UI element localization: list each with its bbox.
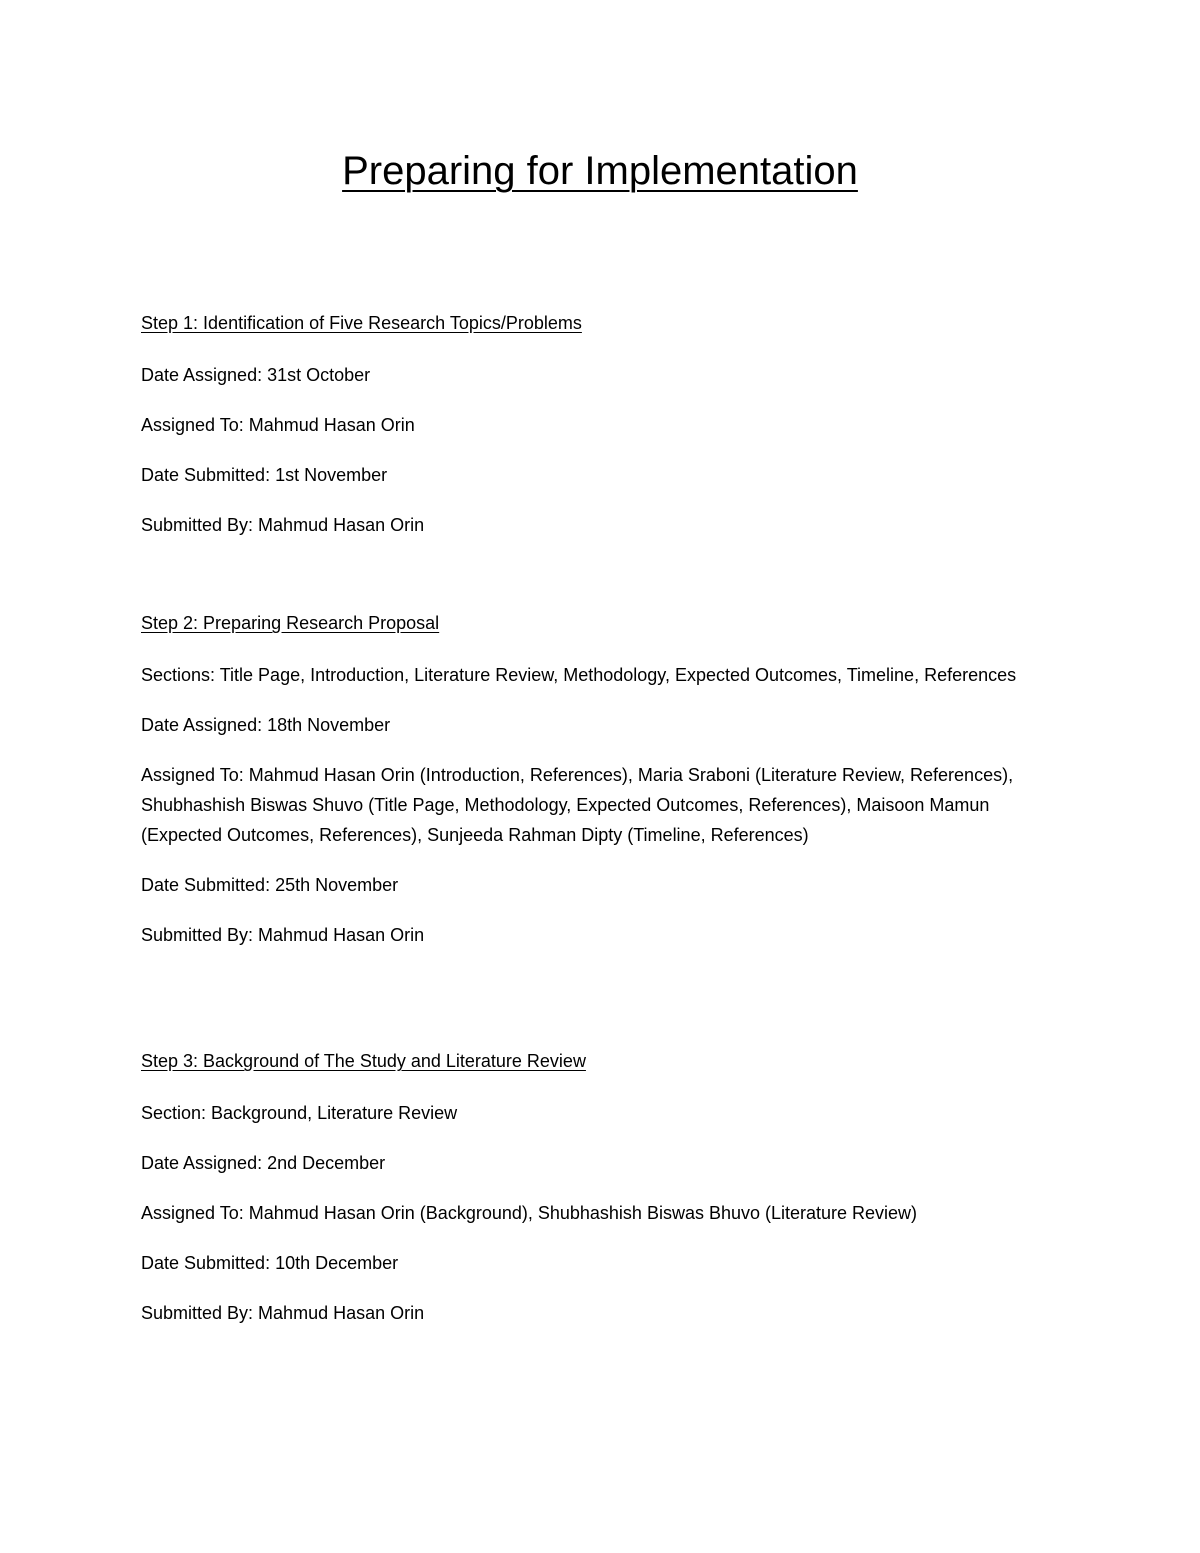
step-1-submitted-by: Submitted By: Mahmud Hasan Orin — [141, 515, 425, 535]
step-3-submitted-by: Submitted By: Mahmud Hasan Orin — [141, 1303, 425, 1323]
step-1-assigned-to: Assigned To: Mahmud Hasan Orin — [141, 415, 415, 435]
step-2-submitted-by: Submitted By: Mahmud Hasan Orin — [141, 925, 425, 945]
step-3-heading: Step 3: Background of The Study and Literature Review — [141, 1051, 586, 1071]
step-1-date-submitted: Date Submitted: 1st November — [141, 465, 388, 485]
step-1-section — [141, 310, 1041, 560]
step-2-date-submitted: Date Submitted: 25th November — [141, 875, 399, 895]
step-1-date-assigned: Date Assigned: 31st October — [141, 365, 371, 385]
step-3-assigned-to: Assigned To: Mahmud Hasan Orin (Background), Shubhashish Biswas Bhuvo (Literature Review) — [141, 1203, 918, 1223]
step-1-heading: Step 1: Identification of Five Research Topics/Problems — [141, 313, 582, 333]
step-3-date-submitted: Date Submitted: 10th December — [141, 1253, 399, 1273]
step-2-heading: Step 2: Preparing Research Proposal — [141, 613, 440, 633]
step-3-date-assigned: Date Assigned: 2nd December — [141, 1153, 386, 1173]
step-3-section — [141, 1048, 1041, 1348]
step-2-date-assigned: Date Assigned: 18th November — [141, 715, 391, 735]
step-2-section — [141, 610, 1041, 970]
page-title: Preparing for Implementation — [342, 149, 858, 193]
step-2-assigned-to: Assigned To: Mahmud Hasan Orin (Introduction, References), Maria Sraboni (Literature Review, References), Shubhashish Biswas Shuvo (Title Page, Methodology, Expected Outcomes, References), Maisoon Mamun (Expected Outcomes, References), Sunjeeda Rahman Dipty (Timeline, References) — [141, 765, 1014, 845]
step-2-sections: Sections: Title Page, Introduction, Literature Review, Methodology, Expected Outcomes, Timeline, References — [141, 665, 1017, 685]
step-3-section-list: Section: Background, Literature Review — [141, 1103, 458, 1123]
